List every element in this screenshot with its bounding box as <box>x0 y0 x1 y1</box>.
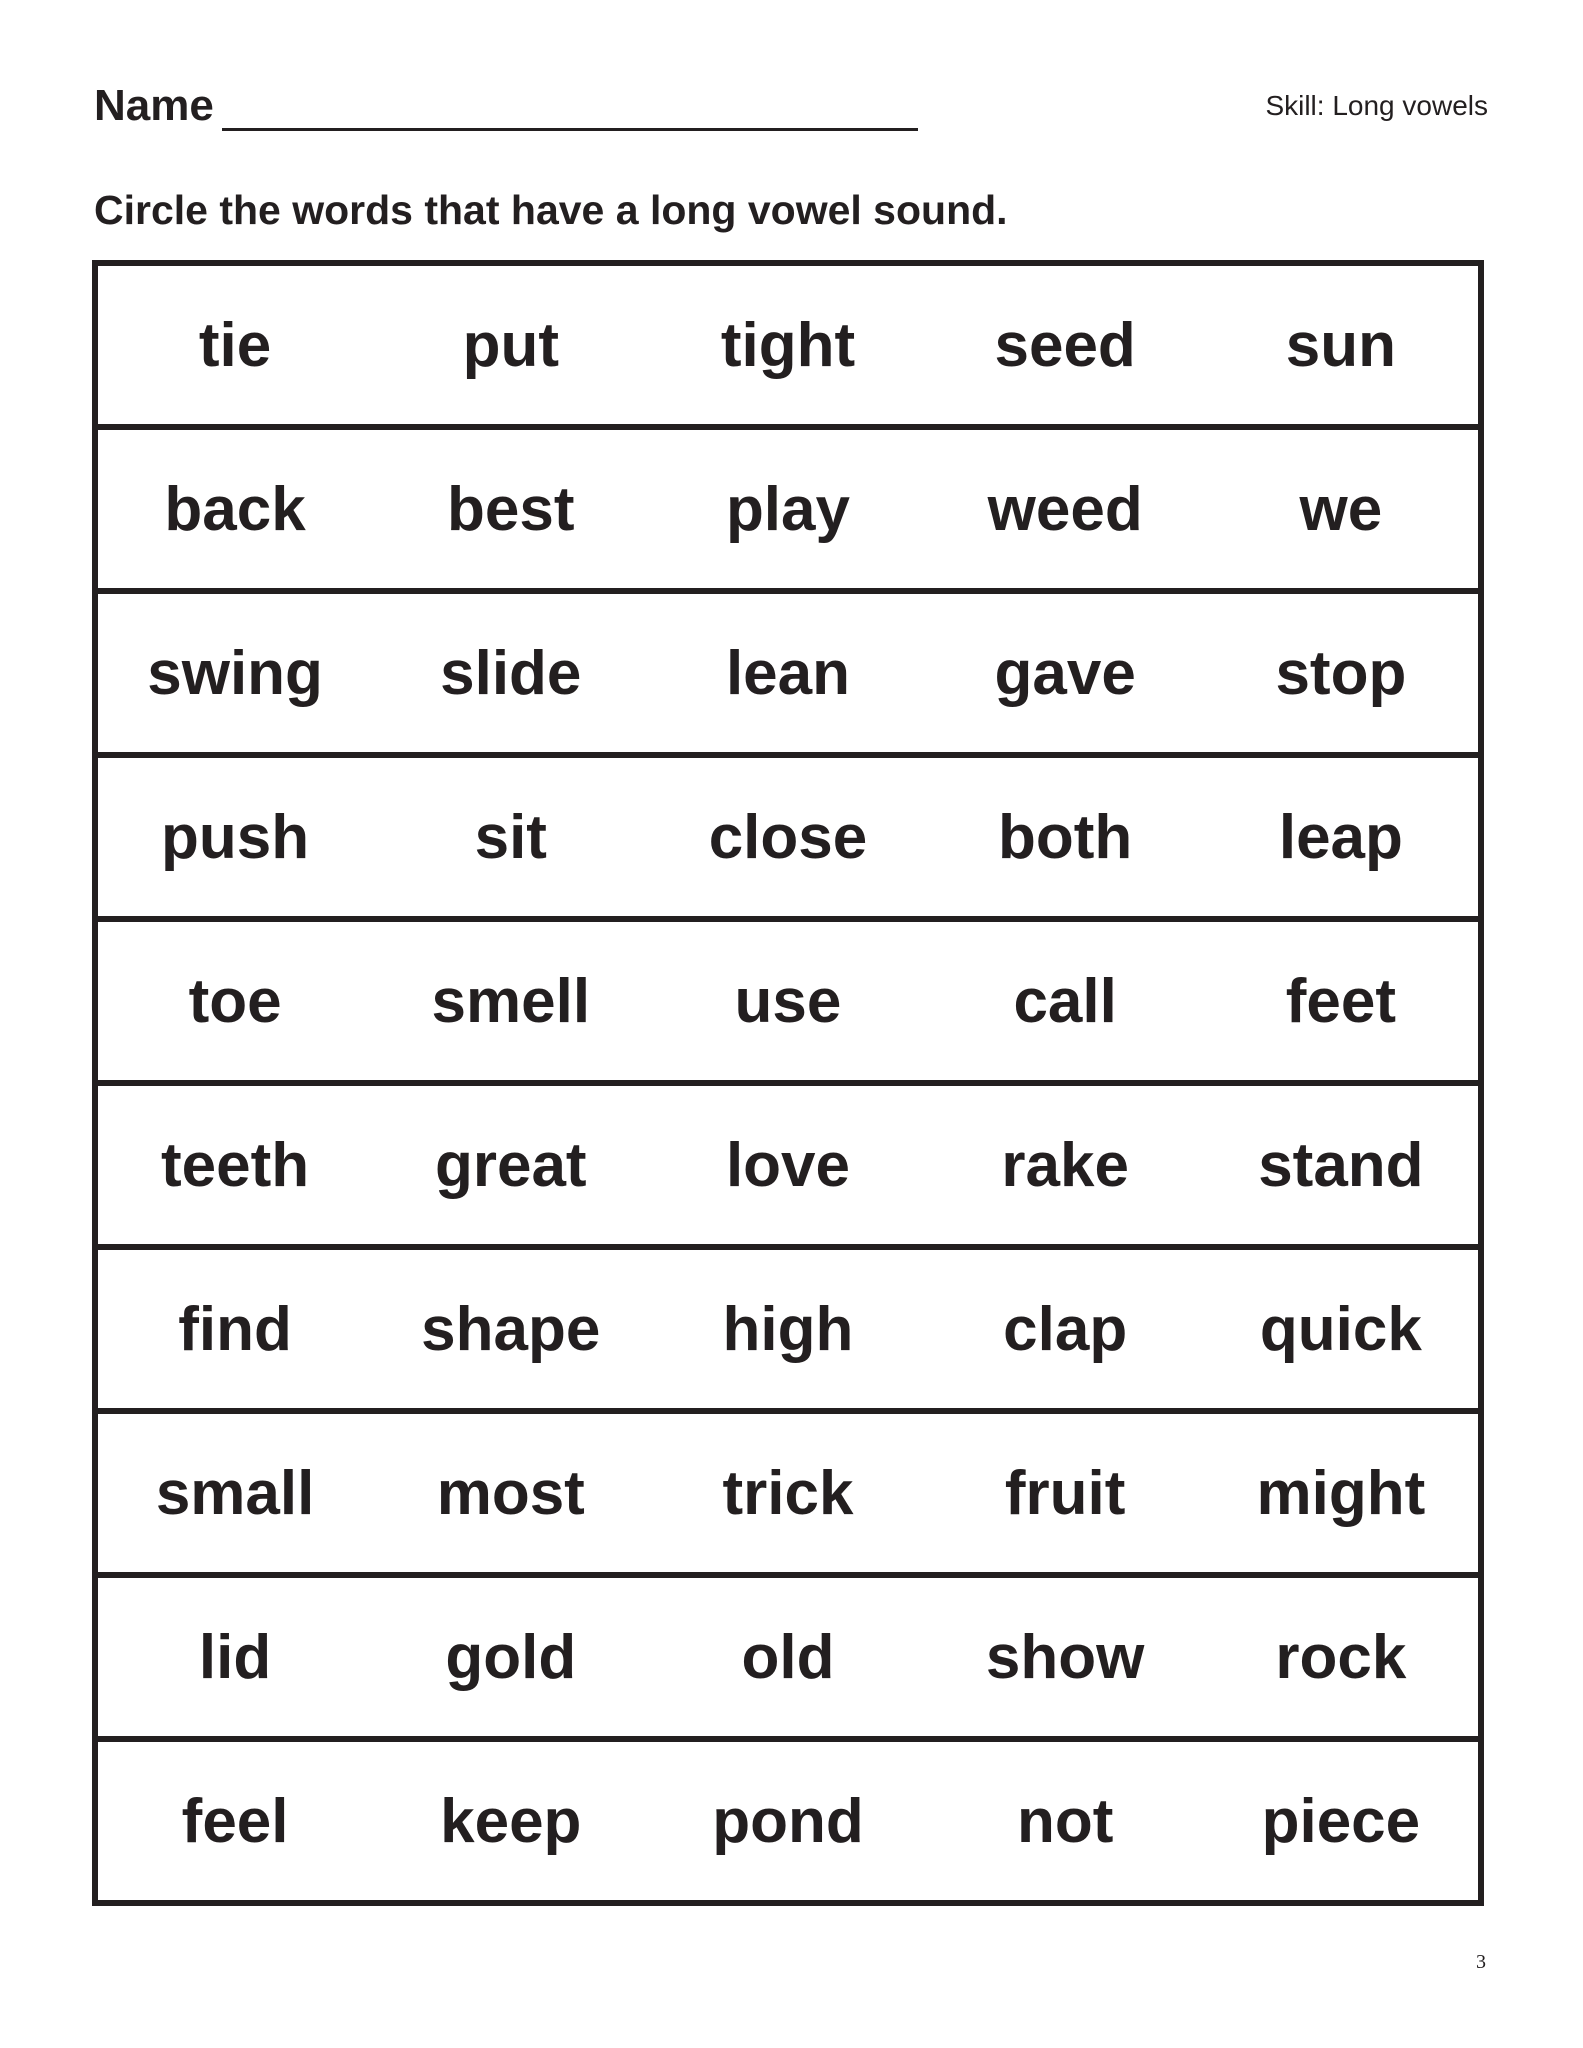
name-label: Name <box>94 81 214 130</box>
word-cell[interactable]: close <box>649 755 926 919</box>
word-cell[interactable]: feel <box>95 1739 372 1903</box>
word-cell[interactable]: best <box>372 427 649 591</box>
table-row <box>95 1247 1481 1411</box>
table-row <box>95 1575 1481 1739</box>
word-cell[interactable]: toe <box>95 919 372 1083</box>
word-cell[interactable]: slide <box>372 591 649 755</box>
word-cell[interactable]: small <box>95 1411 372 1575</box>
word-cell[interactable]: stand <box>1204 1083 1481 1247</box>
page-number: 3 <box>1476 1951 1486 1973</box>
word-cell[interactable]: teeth <box>95 1083 372 1247</box>
table-row <box>95 263 1481 427</box>
word-cell[interactable]: rock <box>1204 1575 1481 1739</box>
table-row <box>95 1083 1481 1247</box>
table-row <box>95 427 1481 591</box>
word-cell[interactable]: shape <box>372 1247 649 1411</box>
word-cell[interactable]: show <box>927 1575 1204 1739</box>
word-cell[interactable]: leap <box>1204 755 1481 919</box>
word-cell[interactable]: rake <box>927 1083 1204 1247</box>
word-cell[interactable]: sit <box>372 755 649 919</box>
word-cell[interactable]: gold <box>372 1575 649 1739</box>
instructions: Circle the words that have a long vowel sound. <box>94 187 1008 233</box>
word-cell[interactable]: trick <box>649 1411 926 1575</box>
word-cell[interactable]: sun <box>1285 310 1396 380</box>
word-cell[interactable]: not <box>927 1739 1204 1903</box>
word-cell[interactable]: swing <box>95 591 372 755</box>
word-cell[interactable]: feet <box>1204 919 1481 1083</box>
word-cell[interactable]: tie <box>198 310 272 380</box>
skill-label: Skill: Long vowels <box>1265 90 1488 121</box>
word-cell[interactable]: great <box>372 1083 649 1247</box>
word-cell[interactable]: seed <box>994 310 1136 380</box>
word-cell[interactable]: weed <box>927 427 1204 591</box>
word-cell[interactable]: clap <box>927 1247 1204 1411</box>
word-cell[interactable]: lid <box>95 1575 372 1739</box>
word-cell[interactable]: play <box>649 427 926 591</box>
word-cell[interactable]: tight <box>720 310 856 380</box>
word-cell[interactable]: use <box>649 919 926 1083</box>
word-cell[interactable]: both <box>927 755 1204 919</box>
table-row <box>95 919 1481 1083</box>
word-cell[interactable]: most <box>372 1411 649 1575</box>
table-row <box>95 755 1481 919</box>
word-cell[interactable]: smell <box>372 919 649 1083</box>
word-cell[interactable]: find <box>95 1247 372 1411</box>
word-cell[interactable]: back <box>95 427 372 591</box>
word-cell[interactable]: might <box>1204 1411 1481 1575</box>
table-row <box>95 1739 1481 1903</box>
word-cell[interactable]: push <box>95 755 372 919</box>
word-cell[interactable]: love <box>649 1083 926 1247</box>
name-line[interactable] <box>222 128 918 131</box>
table-row <box>95 1411 1481 1575</box>
word-cell[interactable]: call <box>927 919 1204 1083</box>
word-cell[interactable]: gave <box>927 591 1204 755</box>
word-cell[interactable]: quick <box>1204 1247 1481 1411</box>
word-cell[interactable]: high <box>649 1247 926 1411</box>
word-cell[interactable]: fruit <box>927 1411 1204 1575</box>
word-cell[interactable]: pond <box>649 1739 926 1903</box>
word-cell[interactable]: put <box>462 310 559 380</box>
table-row <box>95 591 1481 755</box>
word-cell[interactable]: old <box>649 1575 926 1739</box>
word-cell[interactable]: lean <box>649 591 926 755</box>
word-cell[interactable]: piece <box>1204 1739 1481 1903</box>
word-cell[interactable]: stop <box>1204 591 1481 755</box>
word-cell[interactable]: we <box>1204 427 1481 591</box>
word-cell[interactable]: keep <box>372 1739 649 1903</box>
word-grid <box>92 260 1484 1906</box>
